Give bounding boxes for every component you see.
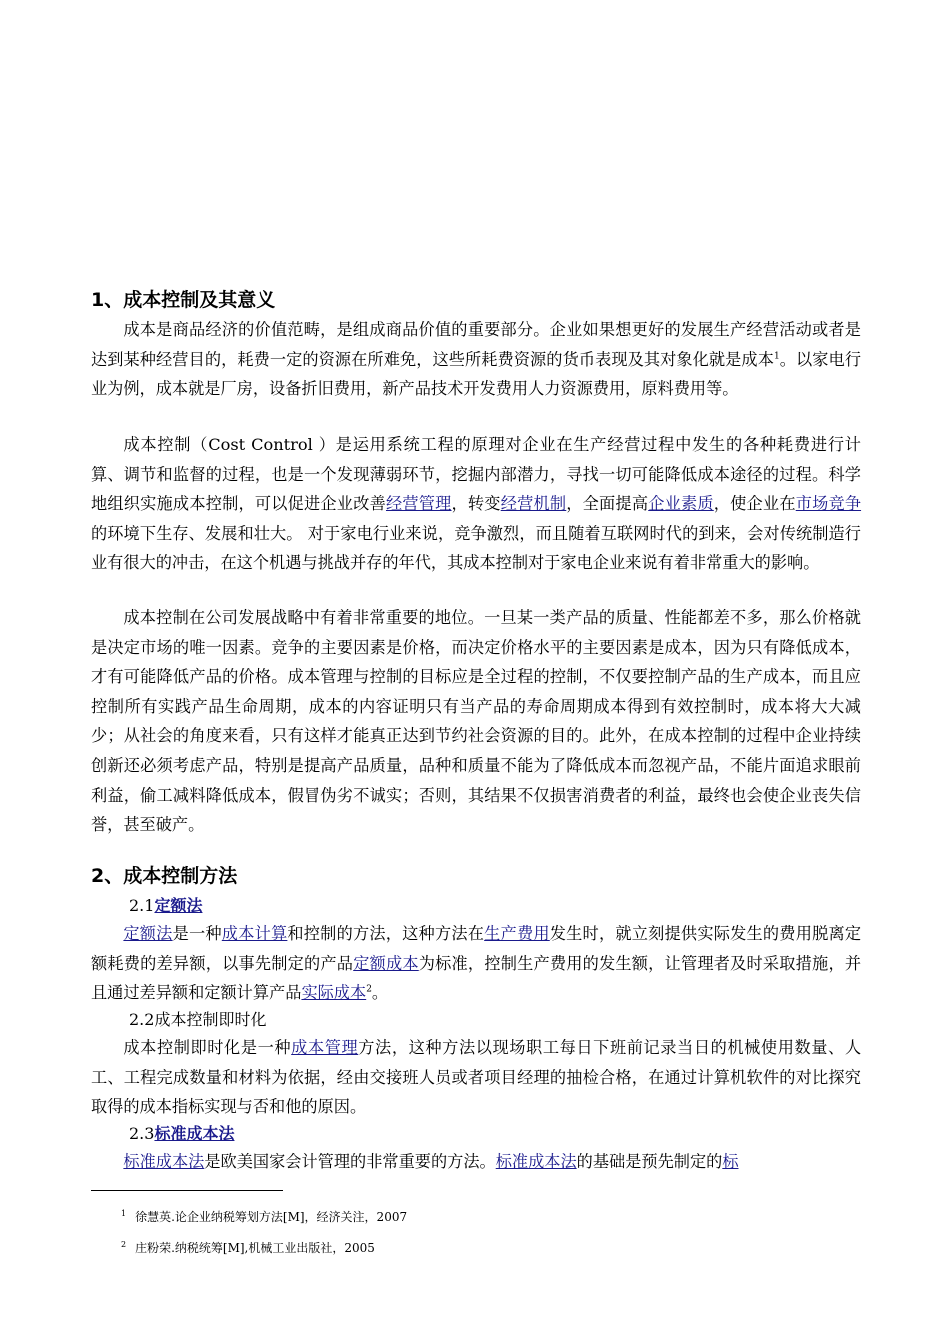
section-heading-1: 1、成本控制及其意义 — [91, 289, 276, 311]
link-quota-cost[interactable]: 定额成本 — [353, 953, 419, 973]
link-market-competition[interactable]: 市场竞争 — [795, 494, 862, 514]
link-standard-partial[interactable]: 标 — [722, 1152, 739, 1171]
link-cost-calculation[interactable]: 成本计算 — [221, 924, 288, 943]
link-business-mechanism[interactable]: 经营机制 — [500, 494, 567, 514]
subheading-2-3: 2.3标准成本法 — [129, 1124, 235, 1143]
link-business-management[interactable]: 经营管理 — [385, 494, 452, 514]
link-standard-cost-1[interactable]: 标准成本法 — [123, 1152, 205, 1171]
link-quota-method[interactable]: 定额法 — [123, 924, 173, 943]
link-actual-cost[interactable]: 实际成本 — [301, 983, 367, 1003]
footnote-2: $^2$ 庄粉荣.纳税统筹[M],机械工业出版社，2005 — [121, 1240, 375, 1255]
footnote-ref-1[interactable]: 1 — [773, 351, 780, 362]
link-quota-method-heading[interactable]: 定额法 — [154, 896, 203, 915]
paragraph-strategy-importance: 成本控制在公司发展战略中有着非常重要的地位。一旦某一类产品的质量、性能都差不多，那么价格就是决定市场的唯一因素。竞争的主要因素是价格，而决定价格水平的主要因素是成本，因为只有降低成本，才有可能降低产品的价格。成本管理与控制的目标应是全过程的控制，不仅要控制产品的生产成本，而且应控制所有实践产品生命周期，成本的内容证明只有当产品的寿命周期成本得到有效控制时，成本将大大减少；从社会的角度来看，只有这样才能真正达到节约社会资源的目的。此外，在成本控制的过程中企业持续创新还必须考虑产品，特别是提高产品质量，品种和质量不能为了降低成本而忽视产品，不能片面追求眼前利益，偷工减料降低成本，假冒伪劣不诚实；否则，其结果不仅损害消费者的利益，最终也会使企业丧失信誉，甚至破产。 — [91, 608, 861, 835]
link-enterprise-quality[interactable]: 企业素质 — [648, 494, 714, 514]
link-standard-cost-heading[interactable]: 标准成本法 — [154, 1124, 235, 1143]
footnote-ref-2[interactable]: 2 — [366, 984, 372, 995]
footnote-1: $^1$ 徐慧英.论企业纳税筹划方法[M]，经济关注，2007 — [121, 1209, 408, 1224]
section-heading-2: 2、成本控制方法 — [91, 865, 238, 887]
footnote-divider — [91, 1190, 283, 1191]
subheading-2-2: 2.2成本控制即时化 — [129, 1010, 267, 1029]
subheading-2-1: 2.1定额法 — [129, 896, 203, 915]
paragraph-cost-control: 成本控制（Cost Control ）是运用系统工程的原理对企业在生产经营过程中发生的各种耗费进行计算、调节和监督的过程，也是一个发现薄弱环节，挖掘内部潜力，寻找一切可能降低成本途径的过程。科学地组织实施成本控制，可以促进企业改善经营管理，转变经营机制，全面提高企业素质，使企业在市场竞争的环境下生存、发展和壮大。 对于家电行业来说，竞争激烈，而且随着互联网时代的到来，会对传统制造行业有很大的冲击，在这个机遇与挑战并存的年代，其成本控制对于家电企业来说有着非常重大的影响。 — [91, 435, 862, 573]
paragraph-realtime-control: 成本控制即时化是一种成本管理方法，这种方法以现场职工每日下班前记录当日的机械使用数量、人工、工程完成数量和材料为依据，经由交接班人员或者项目经理的抽检合格，在通过计算机软件的对比探究取得的成本指标实现与否和他的原因。 — [91, 1038, 862, 1117]
link-production-expenses[interactable]: 生产费用 — [484, 924, 550, 943]
link-cost-management[interactable]: 成本管理 — [291, 1038, 359, 1057]
paragraph-standard-cost: 标准成本法是欧美国家会计管理的非常重要的方法。标准成本法的基础是预先制定的标 — [123, 1152, 739, 1171]
paragraph-quota-method: 定额法是一种成本计算和控制的方法，这种方法在生产费用发生时，就立刻提供实际发生的费用脱离定额耗费的差异额，以事先制定的产品定额成本为标准，控制生产费用的发生额，让管理者及时采取措施，并且通过差异额和定额计算产品实际成本$^2$。 — [91, 924, 862, 1003]
paragraph-cost-definition: 成本是商品经济的价值范畴，是组成商品价值的重要部分。企业如果想更好的发展生产经营活动或者是达到某种经营目的，耗费一定的资源在所难免，这些所耗费资源的货币表现及其对象化就是成本$^1$。以家电行业为例，成本就是厂房，设备折旧费用，新产品技术开发费用人力资源费用，原料费用等。 — [91, 320, 862, 399]
link-standard-cost-2[interactable]: 标准成本法 — [495, 1152, 577, 1171]
